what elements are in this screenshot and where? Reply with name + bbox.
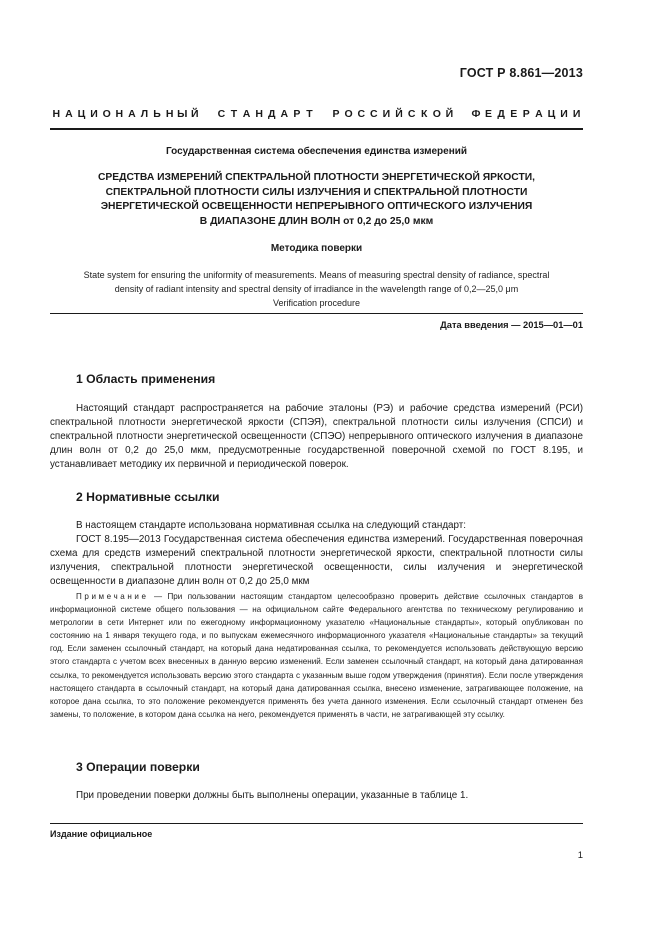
section-2-note — [50, 590, 583, 721]
section-1-paragraph: Настоящий стандарт распространяется на рабочие эталоны (РЭ) и рабочие средства измерений (РСИ) спектральной плотности энергетической яркости (СПЭЯ), спектральной плотности силы излучения (СПСИ) и спектральной плотности энергетической освещенности (СПЭО) непрерывного оптического излучения в диапазоне длин волн от 0,2 до 25,0 мкм, предусмотренные государственной поверочной схемой по ГОСТ 8.195, и устанавливает методику их первичной и периодической поверок. — [50, 403, 583, 471]
gost-number: ГОСТ Р 8.861—2013 — [459, 66, 583, 80]
method-title: Методика поверки — [270, 243, 363, 254]
main-title-line: В ДИАПАЗОНЕ ДЛИН ВОЛН от 0,2 до 25,0 мкм — [199, 215, 434, 227]
section-1-heading: 1 Область применения — [76, 372, 216, 386]
english-title-line: Verification procedure — [272, 298, 361, 309]
date-of-introduction: Дата введения — 2015—01—01 — [440, 320, 583, 330]
main-title-line: СРЕДСТВА ИЗМЕРЕНИЙ СПЕКТРАЛЬНОЙ ПЛОТНОСТИ ЭНЕРГЕТИЧЕСКОЙ ЯРКОСТИ, — [97, 172, 536, 183]
section-2-reference: ГОСТ 8.195—2013 Государственная система обеспечения единства измерений. Государственная поверочная схема для средств измерений спектральной плотности энергетической яркости, спектральной плотности силы излучения, спектральной плотности энергетической освещенности, силы излучения и энергетической освещенности в диапазоне длин волн от 0,2 до 25,0 мкм — [50, 534, 583, 588]
english-title — [50, 268, 583, 311]
main-title — [50, 171, 583, 229]
section-2-intro: В настоящем стандарте использована нормативная ссылка на следующий стандарт: — [76, 520, 467, 531]
page-number: 1 — [577, 850, 583, 861]
header-divider — [50, 128, 583, 130]
national-word: Ф Е Д Е Р А Ц И И — [471, 108, 581, 120]
section-2-heading: 2 Нормативные ссылки — [76, 490, 220, 504]
official-edition-label: Издание официальное — [50, 829, 153, 839]
national-standard-title — [50, 108, 583, 120]
english-title-line: density of radiant intensity and spectral density of irradiance in the wavelength range of 0,2—25,0 μm — [114, 284, 519, 295]
main-title-line: ЭНЕРГЕТИЧЕСКОЙ ОСВЕЩЕННОСТИ НЕПРЕРЫВНОГО ОПТИЧЕСКОГО ИЗЛУЧЕНИЯ — [100, 201, 533, 213]
english-title-line: State system for ensuring the uniformity of measurements. Means of measuring spectral density of radiance, spectral — [83, 270, 550, 280]
national-word: С Т А Н Д А Р Т — [217, 108, 313, 120]
title-divider — [50, 313, 583, 314]
main-title-line: СПЕКТРАЛЬНОЙ ПЛОТНОСТИ СИЛЫ ИЗЛУЧЕНИЯ И СПЕКТРАЛЬНОЙ ПЛОТНОСТИ — [105, 186, 528, 198]
national-word: Р О С С И Й С К О Й — [332, 108, 454, 120]
system-title: Государственная система обеспечения единства измерений — [165, 146, 468, 157]
section-3-paragraph: При проведении поверки должны быть выполнены операции, указанные в таблице 1. — [76, 790, 469, 801]
footer-divider — [50, 823, 583, 824]
note-text: — При пользовании настоящим стандартом целесообразно проверить действие ссылочных стандартов в информационной системе общего пользования — на официальном сайте Федерального агентства по техническому регулированию и метрологии в сети Интернет или по ежегодному информационному указателю «Национальные стандарты», который опубликован по состоянию на 1 января текущего года, и по выпускам ежемесячного информационного указателя «Национальные стандарты» за текущий год. Если заменен ссылочный стандарт, на который дана недатированная ссылка, то рекомендуется использовать действующую версию этого стандарта с учетом всех внесенных в данную версию изменений. Если заменен ссылочный стандарт, на который дана датированная ссылка, то рекомендуется использовать версию этого стандарта с указанным выше годом утверждения (принятия). Если после утверждения настоящего стандарта в ссылочный стандарт, на который дана датированная ссылка, внесено изменение, затрагивающее положение, на которое дана ссылка, то это положение рекомендуется применять без учета данного изменения. Если ссылочный стандарт отменен без замены, то положение, в котором дана ссылка на него, рекомендуется применять в части, не затрагивающей эту ссылку. — [50, 592, 583, 719]
section-3-heading: 3 Операции поверки — [76, 760, 200, 774]
note-label: Примечание — [76, 592, 149, 601]
national-word: Н А Ц И О Н А Л Ь Н Ы Й — [52, 108, 199, 120]
